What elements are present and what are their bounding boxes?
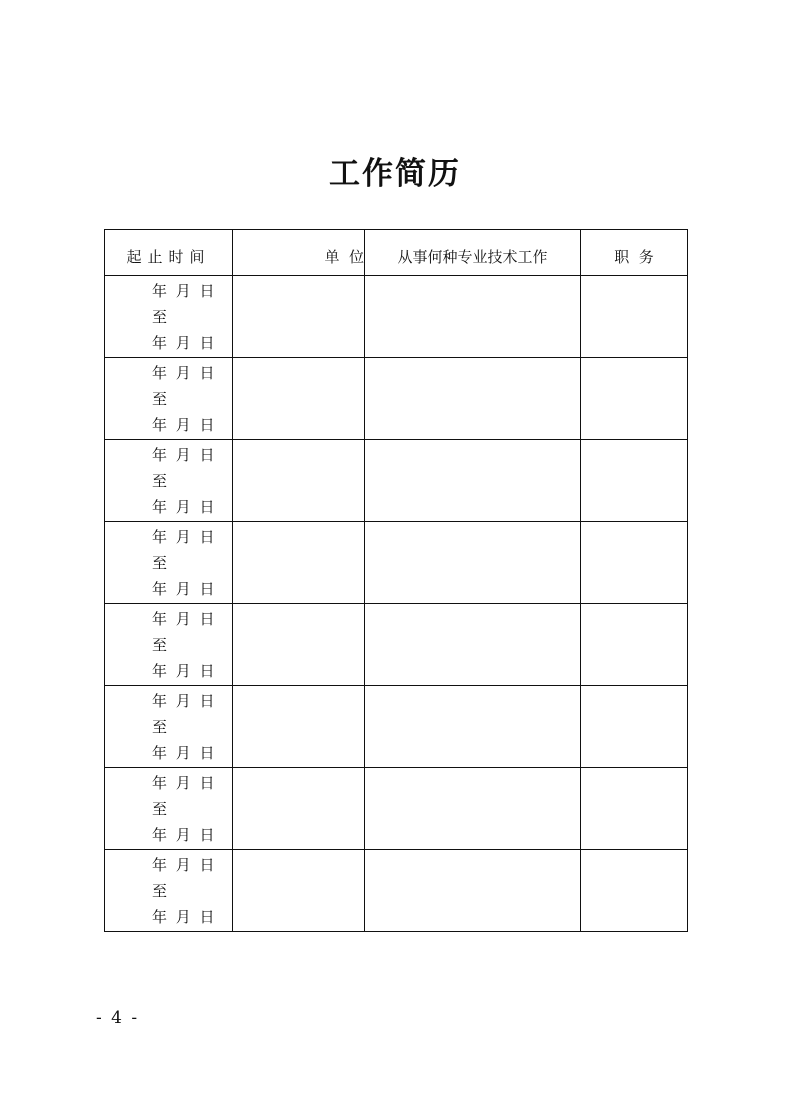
header-unit: 单 位 bbox=[233, 230, 365, 276]
end-date-label: 年 月 日 bbox=[152, 497, 217, 516]
table-row bbox=[105, 440, 688, 522]
start-date-label: 年 月 日 bbox=[152, 855, 217, 874]
end-date-label: 年 月 日 bbox=[152, 579, 217, 598]
unit-cell[interactable] bbox=[233, 604, 365, 686]
end-date-label: 年 月 日 bbox=[152, 825, 217, 844]
start-date-label: 年 月 日 bbox=[152, 281, 217, 300]
position-cell[interactable] bbox=[581, 440, 688, 522]
work-type-cell[interactable] bbox=[365, 850, 581, 932]
time-period-cell[interactable] bbox=[105, 686, 233, 768]
header-position: 职 务 bbox=[581, 230, 688, 276]
work-type-cell[interactable] bbox=[365, 522, 581, 604]
end-date-label: 年 月 日 bbox=[152, 333, 217, 352]
to-label: 至 bbox=[152, 635, 170, 654]
time-period-cell[interactable] bbox=[105, 358, 233, 440]
start-date-label: 年 月 日 bbox=[152, 691, 217, 710]
time-period-cell[interactable] bbox=[105, 522, 233, 604]
position-cell[interactable] bbox=[581, 686, 688, 768]
page-title: 工作简历 bbox=[329, 156, 461, 192]
position-cell[interactable] bbox=[581, 850, 688, 932]
position-cell[interactable] bbox=[581, 358, 688, 440]
start-date-label: 年 月 日 bbox=[152, 363, 217, 382]
end-date-label: 年 月 日 bbox=[152, 907, 217, 926]
work-type-cell[interactable] bbox=[365, 440, 581, 522]
to-label: 至 bbox=[152, 799, 170, 818]
time-period-cell[interactable] bbox=[105, 604, 233, 686]
table-row bbox=[105, 276, 688, 358]
table-row bbox=[105, 686, 688, 768]
header-time-period: 起止时间 bbox=[105, 230, 233, 276]
end-date-label: 年 月 日 bbox=[152, 743, 217, 762]
header-row bbox=[105, 230, 688, 276]
time-period-cell[interactable] bbox=[105, 276, 233, 358]
unit-cell[interactable] bbox=[233, 850, 365, 932]
unit-cell[interactable] bbox=[233, 686, 365, 768]
time-period-cell[interactable] bbox=[105, 850, 233, 932]
work-type-cell[interactable] bbox=[365, 686, 581, 768]
position-cell[interactable] bbox=[581, 768, 688, 850]
start-date-label: 年 月 日 bbox=[152, 527, 217, 546]
start-date-label: 年 月 日 bbox=[152, 609, 217, 628]
work-type-cell[interactable] bbox=[365, 276, 581, 358]
start-date-label: 年 月 日 bbox=[152, 773, 217, 792]
work-history-table bbox=[104, 229, 688, 932]
unit-cell[interactable] bbox=[233, 440, 365, 522]
work-type-cell[interactable] bbox=[365, 358, 581, 440]
header-work-type: 从事何种专业技术工作 bbox=[365, 230, 581, 276]
to-label: 至 bbox=[152, 717, 170, 736]
to-label: 至 bbox=[152, 471, 170, 490]
page-number: - 4 - bbox=[96, 1008, 140, 1028]
time-period-cell[interactable] bbox=[105, 768, 233, 850]
time-period-cell[interactable] bbox=[105, 440, 233, 522]
to-label: 至 bbox=[152, 307, 170, 326]
unit-cell[interactable] bbox=[233, 276, 365, 358]
start-date-label: 年 月 日 bbox=[152, 445, 217, 464]
unit-cell[interactable] bbox=[233, 358, 365, 440]
table-row bbox=[105, 522, 688, 604]
position-cell[interactable] bbox=[581, 276, 688, 358]
table-row bbox=[105, 768, 688, 850]
table-row bbox=[105, 358, 688, 440]
work-type-cell[interactable] bbox=[365, 768, 581, 850]
end-date-label: 年 月 日 bbox=[152, 661, 217, 680]
work-type-cell[interactable] bbox=[365, 604, 581, 686]
to-label: 至 bbox=[152, 389, 170, 408]
end-date-label: 年 月 日 bbox=[152, 415, 217, 434]
to-label: 至 bbox=[152, 553, 170, 572]
unit-cell[interactable] bbox=[233, 768, 365, 850]
unit-cell[interactable] bbox=[233, 522, 365, 604]
position-cell[interactable] bbox=[581, 522, 688, 604]
to-label: 至 bbox=[152, 881, 170, 900]
table-row bbox=[105, 850, 688, 932]
table-row bbox=[105, 604, 688, 686]
position-cell[interactable] bbox=[581, 604, 688, 686]
